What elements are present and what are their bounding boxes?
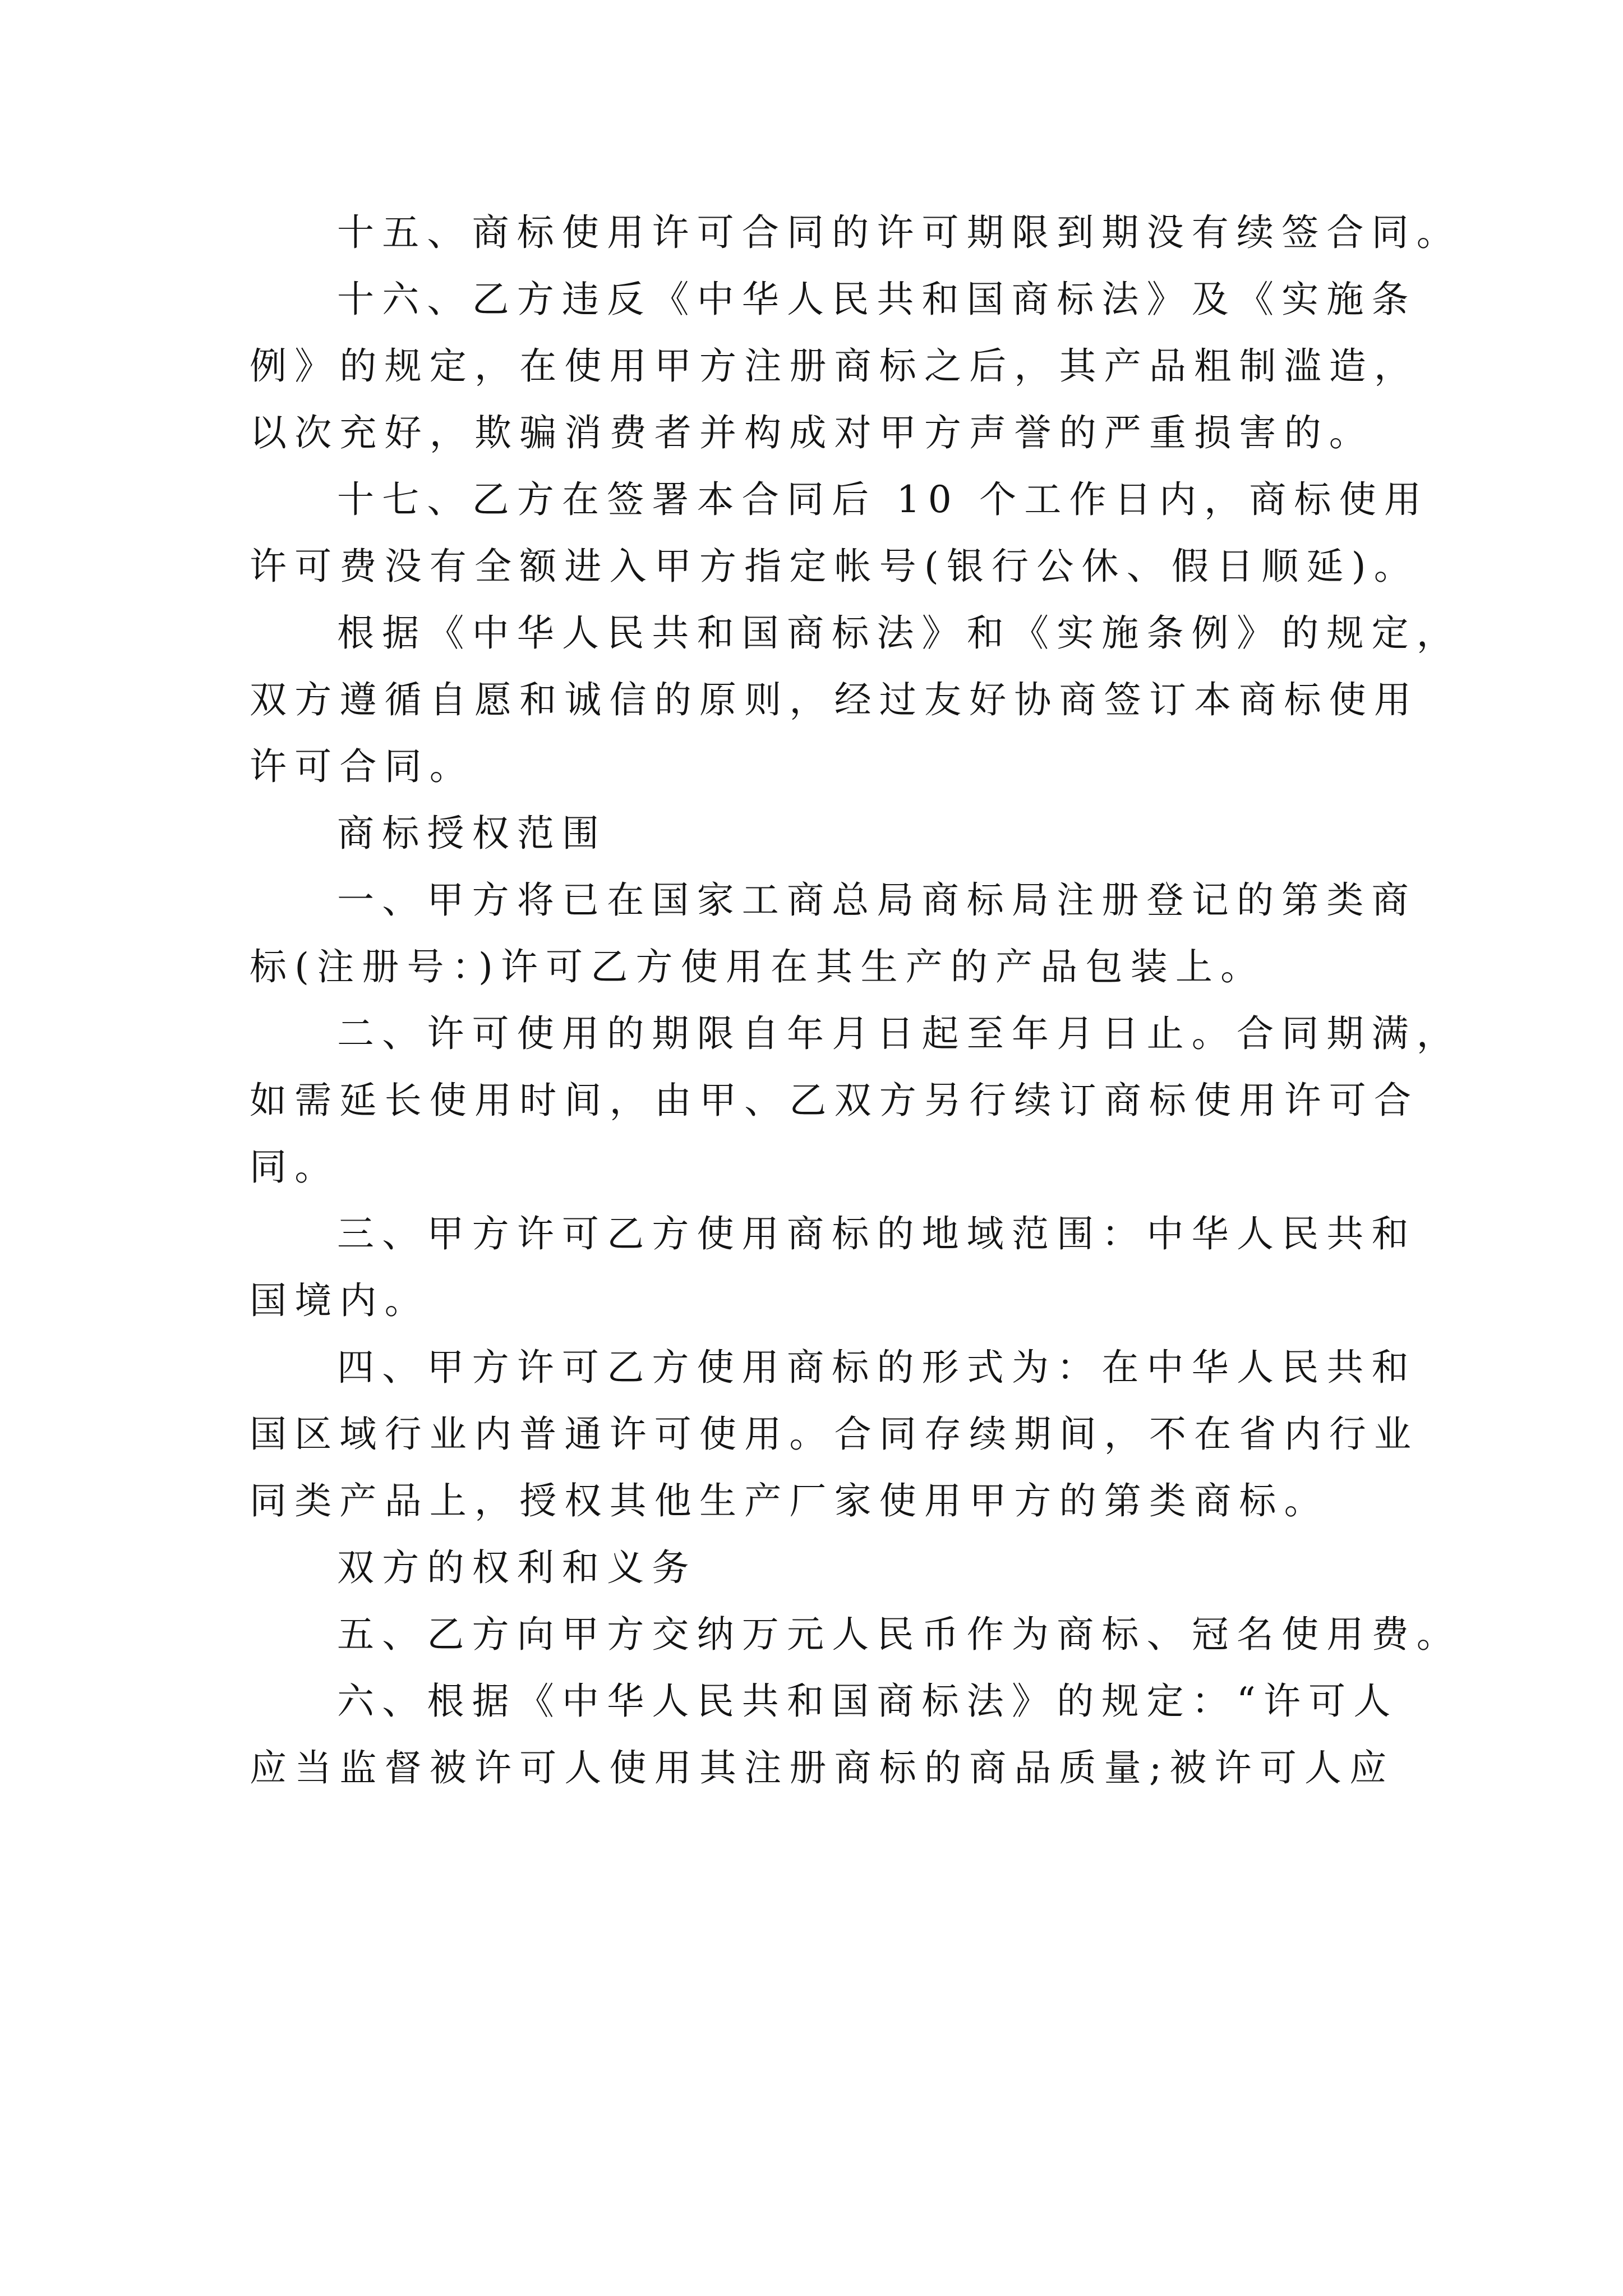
text-line: 标(注册号：)许可乙方使用在其生产的产品包装上。 bbox=[250, 945, 1266, 988]
text-line: 二、许可使用的期限自年月日起至年月日止。合同期满， bbox=[337, 1012, 1461, 1055]
text-line: 如需延长使用时间，由甲、乙双方另行续订商标使用许可合 bbox=[250, 1079, 1419, 1122]
text-line: 十六、乙方违反《中华人民共和国商标法》及《实施条 bbox=[337, 278, 1417, 321]
text-line: 以次充好，欺骗消费者并构成对甲方声誉的严重损害的。 bbox=[250, 411, 1374, 454]
text-line: 十七、乙方在签署本合同后 10 个工作日内，商标使用 bbox=[337, 478, 1430, 521]
text-line: 许可合同。 bbox=[250, 745, 474, 788]
text-line: 双方遵循自愿和诚信的原则，经过友好协商签订本商标使用 bbox=[250, 678, 1419, 721]
text-line: 同。 bbox=[250, 1145, 340, 1189]
text-line: 十五、商标使用许可合同的许可期限到期没有续签合同。 bbox=[337, 211, 1461, 254]
text-line: 三、甲方许可乙方使用商标的地域范围：中华人民共和 bbox=[337, 1212, 1417, 1255]
text-line: 国境内。 bbox=[250, 1279, 430, 1322]
text-line: 一、甲方将已在国家工商总局商标局注册登记的第类商 bbox=[337, 878, 1417, 922]
text-line: 五、乙方向甲方交纳万元人民币作为商标、冠名使用费。 bbox=[337, 1613, 1461, 1656]
text-line: 六、根据《中华人民共和国商标法》的规定：“许可人 bbox=[337, 1680, 1399, 1723]
text-line: 同类产品上，授权其他生产厂家使用甲方的第类商标。 bbox=[250, 1479, 1329, 1522]
text-line: 四、甲方许可乙方使用商标的形式为：在中华人民共和 bbox=[337, 1346, 1417, 1389]
text-line: 国区域行业内普通许可使用。合同存续期间，不在省内行业 bbox=[250, 1412, 1419, 1456]
section-heading: 双方的权利和义务 bbox=[337, 1546, 697, 1589]
document-body bbox=[250, 199, 1461, 1801]
text-line: 根据《中华人民共和国商标法》和《实施条例》的规定， bbox=[337, 611, 1461, 655]
text-line: 例》的规定，在使用甲方注册商标之后，其产品粗制滥造， bbox=[250, 344, 1419, 388]
text-line: 应当监督被许可人使用其注册商标的商品质量;被许可人应 bbox=[250, 1746, 1395, 1789]
text-line: 许可费没有全额进入甲方指定帐号(银行公休、假日顺延)。 bbox=[250, 545, 1419, 588]
section-heading: 商标授权范围 bbox=[337, 812, 607, 855]
